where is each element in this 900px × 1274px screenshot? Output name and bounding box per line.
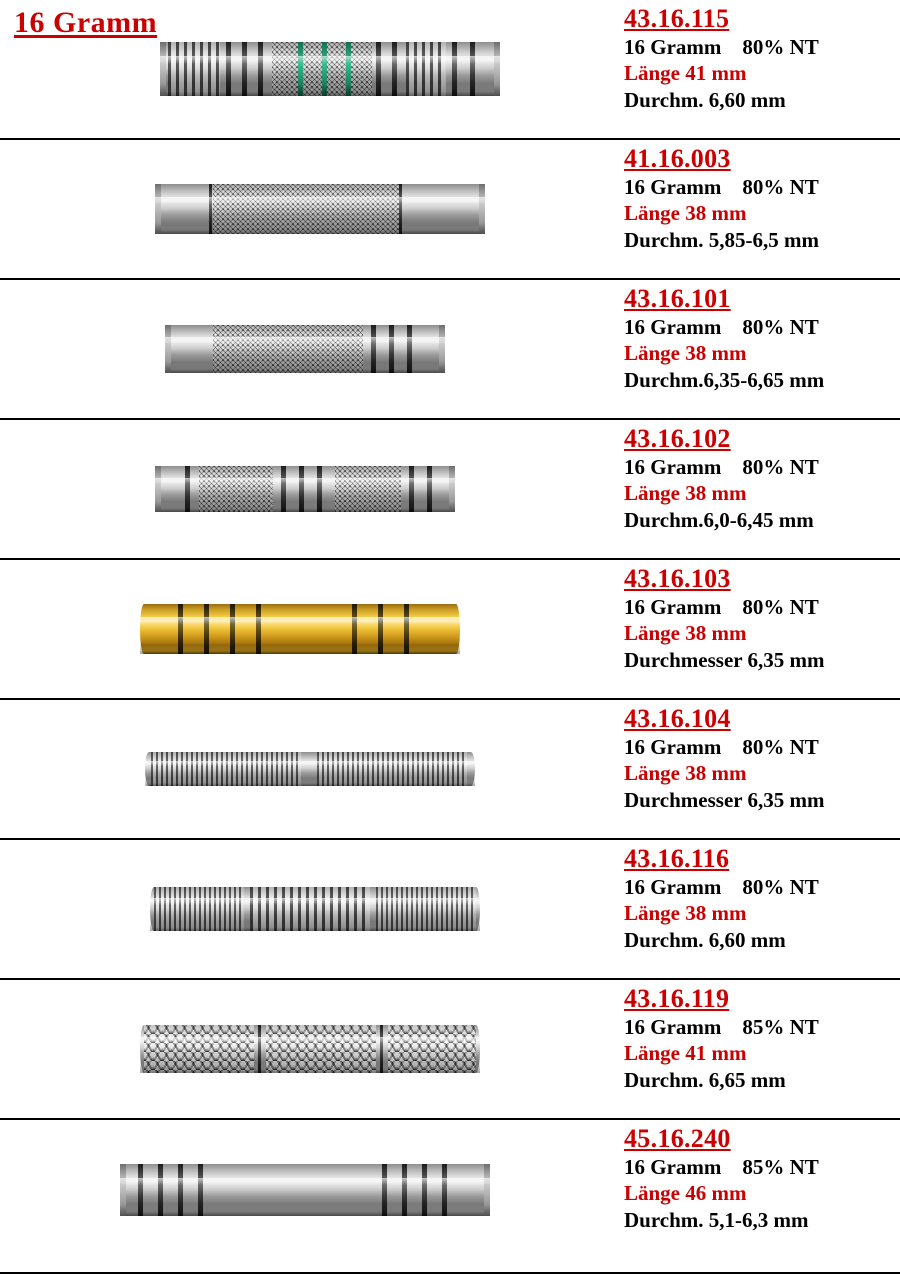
- dart-barrel-41-16-003: [155, 184, 485, 234]
- product-diameter: Durchm. 6,60 mm: [624, 87, 786, 112]
- product-info-cell: [620, 280, 900, 418]
- product-length: Länge 38 mm: [624, 481, 747, 506]
- product-code: 43.16.103: [624, 564, 731, 593]
- product-diameter: Durchm. 5,85-6,5 mm: [624, 227, 820, 252]
- product-length: Länge 38 mm: [624, 761, 747, 786]
- product-length: Länge 38 mm: [624, 621, 747, 646]
- product-row: [0, 840, 900, 980]
- dart-barrel-45-16-240: [120, 1164, 490, 1216]
- product-length: Länge 38 mm: [624, 341, 747, 366]
- product-length: Länge 41 mm: [624, 61, 747, 86]
- product-code: 43.16.104: [624, 704, 731, 733]
- dart-barrel-43-16-115: [160, 42, 500, 96]
- product-row: [0, 420, 900, 560]
- dart-barrel-43-16-103: [140, 604, 460, 654]
- product-image-cell: [0, 700, 620, 838]
- product-diameter: Durchmesser 6,35 mm: [624, 787, 825, 812]
- product-image-cell: [0, 840, 620, 978]
- product-info-cell: [620, 560, 900, 698]
- product-code: 45.16.240: [624, 1124, 731, 1153]
- product-weight-material: 16 Gramm 80% NT: [624, 455, 819, 480]
- product-diameter: Durchm.6,35-6,65 mm: [624, 367, 825, 392]
- product-diameter: Durchm. 5,1-6,3 mm: [624, 1207, 809, 1232]
- page-title: 16 Gramm: [14, 6, 158, 39]
- product-weight-material: 16 Gramm 80% NT: [624, 35, 819, 60]
- product-weight-material: 16 Gramm 80% NT: [624, 735, 819, 760]
- product-row: [0, 1120, 900, 1260]
- product-code: 43.16.119: [624, 984, 730, 1013]
- product-length: Länge 46 mm: [624, 1181, 747, 1206]
- product-diameter: Durchm. 6,65 mm: [624, 1067, 786, 1092]
- product-weight-material: 16 Gramm 80% NT: [624, 595, 819, 620]
- product-code: 43.16.116: [624, 844, 730, 873]
- product-row: [0, 140, 900, 280]
- product-weight-material: 16 Gramm 80% NT: [624, 175, 819, 200]
- product-info-cell: [620, 840, 900, 978]
- product-diameter: Durchm. 6,60 mm: [624, 927, 786, 952]
- dart-barrel-43-16-102: [155, 466, 455, 512]
- product-info-cell: [620, 0, 900, 138]
- product-info-cell: [620, 1120, 900, 1260]
- product-image-cell: [0, 560, 620, 698]
- product-row: [0, 0, 900, 140]
- dart-barrel-43-16-116: [150, 887, 480, 931]
- product-code: 41.16.003: [624, 144, 731, 173]
- product-weight-material: 16 Gramm 80% NT: [624, 875, 819, 900]
- dart-barrel-43-16-101: [165, 325, 445, 373]
- product-length: Länge 38 mm: [624, 901, 747, 926]
- product-row: [0, 280, 900, 420]
- product-row: [0, 980, 900, 1120]
- product-image-cell: [0, 980, 620, 1118]
- product-image-cell: [0, 0, 620, 138]
- product-weight-material: 16 Gramm 85% NT: [624, 1015, 819, 1040]
- product-image-cell: [0, 280, 620, 418]
- product-row: [0, 700, 900, 840]
- dart-barrel-43-16-104: [145, 752, 475, 786]
- product-code: 43.16.102: [624, 424, 731, 453]
- product-code: 43.16.101: [624, 284, 731, 313]
- product-weight-material: 16 Gramm 85% NT: [624, 1155, 819, 1180]
- product-diameter: Durchmesser 6,35 mm: [624, 647, 825, 672]
- product-info-cell: [620, 420, 900, 558]
- product-row: [0, 560, 900, 700]
- dart-barrel-43-16-119: [140, 1025, 480, 1073]
- product-info-cell: [620, 140, 900, 278]
- product-info-cell: [620, 700, 900, 838]
- product-length: Länge 38 mm: [624, 201, 747, 226]
- product-length: Länge 41 mm: [624, 1041, 747, 1066]
- product-diameter: Durchm.6,0-6,45 mm: [624, 507, 814, 532]
- product-image-cell: [0, 1120, 620, 1260]
- product-code: 43.16.115: [624, 4, 730, 33]
- product-info-cell: [620, 980, 900, 1118]
- product-image-cell: [0, 140, 620, 278]
- product-image-cell: [0, 420, 620, 558]
- product-weight-material: 16 Gramm 80% NT: [624, 315, 819, 340]
